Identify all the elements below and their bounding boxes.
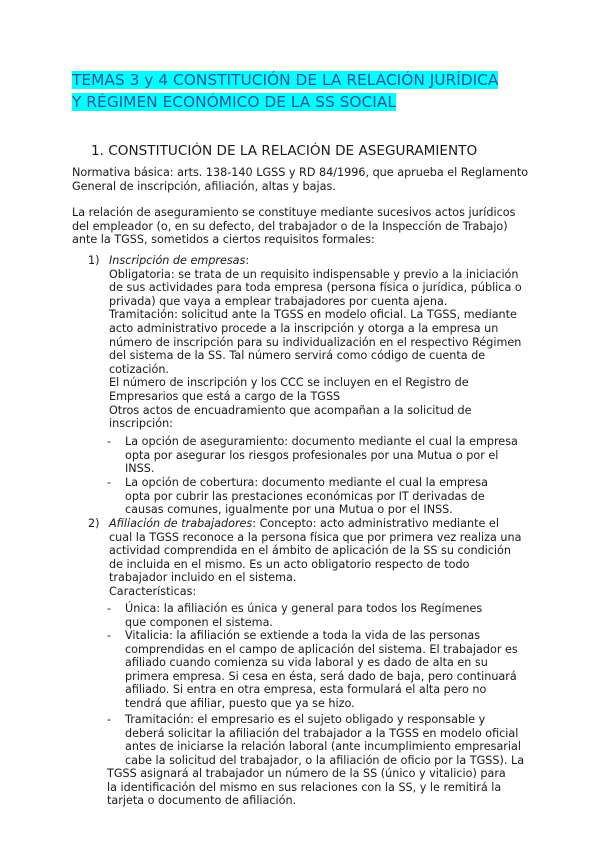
item-line: del sistema de la SS. Tal número servirá como código de cuenta de [109, 349, 486, 363]
normativa-line: General de inscripción, afiliación, altas y bajas. [72, 179, 336, 193]
bullet-line: comprendidas en el campo de aplicación del sistema. El trabajador es [125, 642, 518, 656]
intro-line: La relación de aseguramiento se constituye mediante sucesivos actos jurídicos [72, 206, 516, 219]
bullet-line: Vitalicia: la afiliación se extiende a toda la vida de las personas [125, 629, 481, 642]
item-heading: Afiliación de trabajadores [109, 517, 253, 530]
bullet-line: opta por cubrir las prestaciones económicas por IT derivadas de [125, 489, 485, 503]
dash-marker: - [107, 602, 112, 615]
intro-line: ante la TGSS, sometidos a ciertos requisitos formales: [72, 233, 375, 247]
item-line: cotización. [109, 362, 169, 376]
bullet-line: la identificación del mismo en sus relaciones con la SS, y le remitirá la [107, 780, 502, 794]
bullet-line: Única: la afiliación es única y general para todos los Regímenes [125, 602, 483, 615]
title-line-2: Y RÉGIMEN ECONÓMICO DE LA SS SOCIAL [72, 92, 396, 111]
item-line: inscripción: [109, 417, 173, 431]
bullet-line: primera empresa. Si cesa en ésta, será dado de baja, pero continuará [125, 669, 517, 683]
normativa-line: Normativa básica: arts. 138-140 LGSS y RD 84/1996, que aprueba el Reglamento [72, 166, 529, 179]
item-heading: Inscripción de empresas [109, 254, 246, 267]
list-number: 1) [88, 254, 100, 267]
list-item-text [109, 254, 525, 431]
title-line-1: TEMAS 3 y 4 CONSTITUCIÓN DE LA RELACIÓN JURÍDICA [72, 71, 499, 89]
item-line: Otros actos de encuadramiento que acompañan a la solicitud de [109, 403, 472, 417]
bullet-line: afiliado cuando comienza su vida laboral y es dado de alta en su [125, 656, 488, 670]
document-title [72, 70, 542, 113]
bullet-line: afiliado. Si entra en otra empresa, esta formulará el alta pero no [125, 683, 487, 697]
item-line: actividad comprendida en el ámbito de aplicación de la SS su condición [109, 544, 511, 558]
list-item-text [109, 517, 525, 599]
item-first-line-rest: : Concepto: acto administrativo mediante el [252, 517, 499, 530]
bullet-line: Tramitación: el empresario es el sujeto obligado y responsable y [125, 713, 486, 726]
item-line: Tramitación: solicitud ante la TGSS en modelo oficial. La TGSS, mediante [109, 308, 517, 322]
bullet-line: TGSS asignará al trabajador un número de la SS (único y vitalicio) para [107, 767, 506, 780]
item-line: número de inscripción para su individualización en el respectivo Régimen [109, 335, 522, 349]
item-line: acto administrativo procede a la inscripción y otorga a la empresa un [109, 321, 499, 335]
item-line: cual la TGSS reconoce a la persona física que por primera vez realiza una [109, 530, 522, 544]
dash-marker: - [107, 713, 112, 726]
bullet-line: causas comunes, igualmente por una Mutua o por el INSS. [125, 503, 453, 517]
bullet-line: deberá solicitar la afiliación del trabajador a la TGSS en modelo oficial [125, 726, 519, 740]
bullet-line: La opción de aseguramiento: documento mediante el cual la empresa [125, 435, 518, 448]
bullet-line: antes de iniciarse la relación laboral (ante incumplimiento empresarial [125, 740, 521, 754]
bullet-line: cabe la solicitud del trabajador, o la afiliación de oficio por la TGSS). La [125, 753, 525, 767]
item-line: El número de inscripción y los CCC se incluyen en el Registro de [109, 376, 469, 390]
item-line: de sus actividades para toda empresa (persona física o jurídica, pública o [109, 281, 522, 295]
bullet-line: La opción de cobertura: documento mediante el cual la empresa [125, 476, 488, 489]
dash-marker: - [107, 629, 112, 642]
intro-paragraph [72, 206, 532, 247]
bullet-line: opta por asegurar los riesgos profesionales por una Mutua o por el [125, 448, 499, 462]
item-line: Obligatoria: se trata de un requisito indispensable y previo a la iniciación [109, 267, 519, 281]
dash-marker: - [107, 476, 112, 489]
item-line: privada) que vaya a emplear trabajadores por cuenta ajena. [109, 294, 448, 308]
section-heading: 1. CONSTITUCIÓN DE LA RELACIÓN DE ASEGURAMIENTO [91, 143, 478, 159]
intro-line: del empleador (o, en su defecto, del trabajador o de la Inspección de Trabajo) [72, 219, 508, 233]
item-line: Empresarios que está a cargo de la TGSS [109, 389, 341, 403]
list-number: 2) [88, 517, 100, 530]
bullet-line: INSS. [125, 462, 155, 476]
bullet-line: que componen el sistema. [125, 615, 273, 629]
item-line: trabajador incluido en el sistema. [109, 571, 297, 585]
dash-marker: - [107, 435, 112, 448]
bullet-line: tendrá que afiliar, puesto que ya se hizo. [125, 696, 355, 710]
bullet-line: tarjeta o documento de afiliación. [107, 794, 297, 808]
normativa-paragraph [72, 166, 532, 193]
item-line: Características: [109, 584, 197, 598]
item-line: de incluida en el mismo. Es un acto obligatorio respecto de todo [109, 557, 470, 571]
item-heading-colon: : [245, 254, 250, 267]
